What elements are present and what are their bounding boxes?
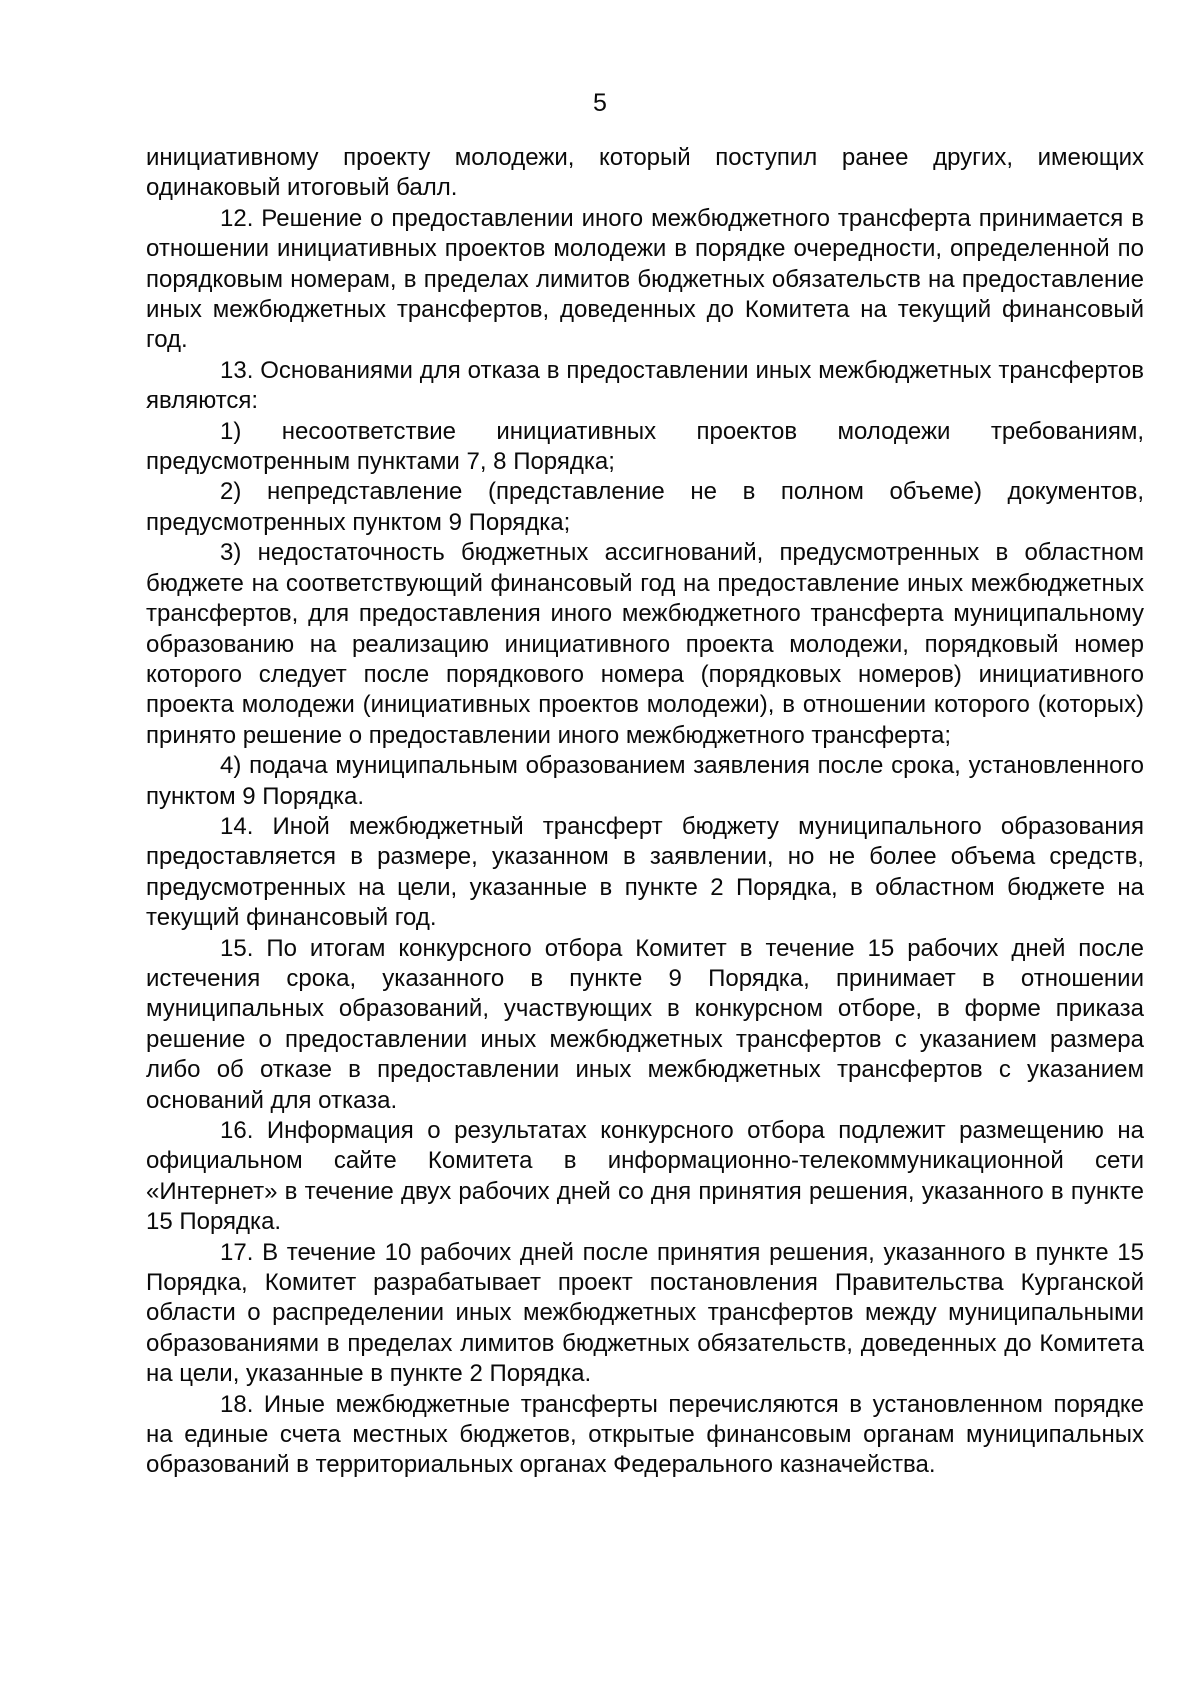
page-number: 5 [593,89,607,117]
document-body [146,143,1144,1481]
paragraph-subitem-2: 2) непредставление (представление не в полном объеме) документов, предусмотренных пунктом 9 Порядка; [146,478,1144,536]
paragraph-subitem-1: 1) несоответствие инициативных проектов молодежи требованиям, предусмотренным пунктами 7, 8 Порядка; [146,417,1144,476]
paragraph-item-18: 18. Иные межбюджетные трансферты перечисляются в установленном порядке на единые счета местных бюджетов, открытые финансовым органам муниципальных образований в территориальных органах Федерального казначейства. [146,1390,1144,1479]
paragraph-item-16: 16. Информация о результатах конкурсного отбора подлежит размещению на официальном сайте Комитета в информационно-телекоммуникационной сети «Интернет» в течение двух рабочих дней со дня принятия решения, указанного в пункте 15 Порядка. [146,1117,1144,1236]
paragraph-subitem-3: 3) недостаточность бюджетных ассигнований, предусмотренных в областном бюджете на соответствующий финансовый год на предоставление иных межбюджетных трансфертов, для предоставления иного межбюджетного трансферта муниципальному образованию на реализацию инициативного проекта молодежи, порядковый номер которого следует после порядкового номера (порядковых номеров) инициативного проекта молодежи (инициативных проектов молодежи), в отношении которого (которых) принято решение о предоставлении иного межбюджетного трансферта; [146,539,1144,749]
paragraph-item-13: 13. Основаниями для отказа в предоставлении иных межбюджетных трансфертов являются: [146,356,1144,415]
paragraph-item-12: 12. Решение о предоставлении иного межбюджетного трансферта принимается в отношении инициативных проектов молодежи в порядке очередности, определенной по порядковым номерам, в пределах лимитов бюджетных обязательств на предоставление иных межбюджетных трансфертов, доведенных до Комитета на текущий финансовый год. [146,204,1144,354]
paragraph-continuation: инициативному проекту молодежи, который поступил ранее других, имеющих одинаковый итоговый балл. [146,144,1144,202]
paragraph-item-14: 14. Иной межбюджетный трансферт бюджету муниципального образования предоставляется в размере, указанном в заявлении, но не более объема средств, предусмотренных на цели, указанные в пункте 2 Порядка, в областном бюджете на текущий финансовый год. [146,812,1144,932]
paragraph-item-15: 15. По итогам конкурсного отбора Комитет в течение 15 рабочих дней после истечения срока, указанного в пункте 9 Порядка, принимает в отношении муниципальных образований, участвующих в конкурсном отборе, в форме приказа решение о предоставлении иных межбюджетных трансфертов с указанием размера либо об отказе в предоставлении иных межбюджетных трансфертов с указанием оснований для отказа. [146,934,1144,1114]
paragraph-item-17: 17. В течение 10 рабочих дней после принятия решения, указанного в пункте 15 Порядка, Комитет разрабатывает проект постановления Правительства Курганской области о распределении иных межбюджетных трансфертов между муниципальными образованиями в пределах лимитов бюджетных обязательств, доведенных до Комитета на цели, указанные в пункте 2 Порядка. [146,1238,1144,1388]
paragraph-subitem-4: 4) подача муниципальным образованием заявления после срока, установленного пунктом 9 Порядка. [146,752,1144,810]
